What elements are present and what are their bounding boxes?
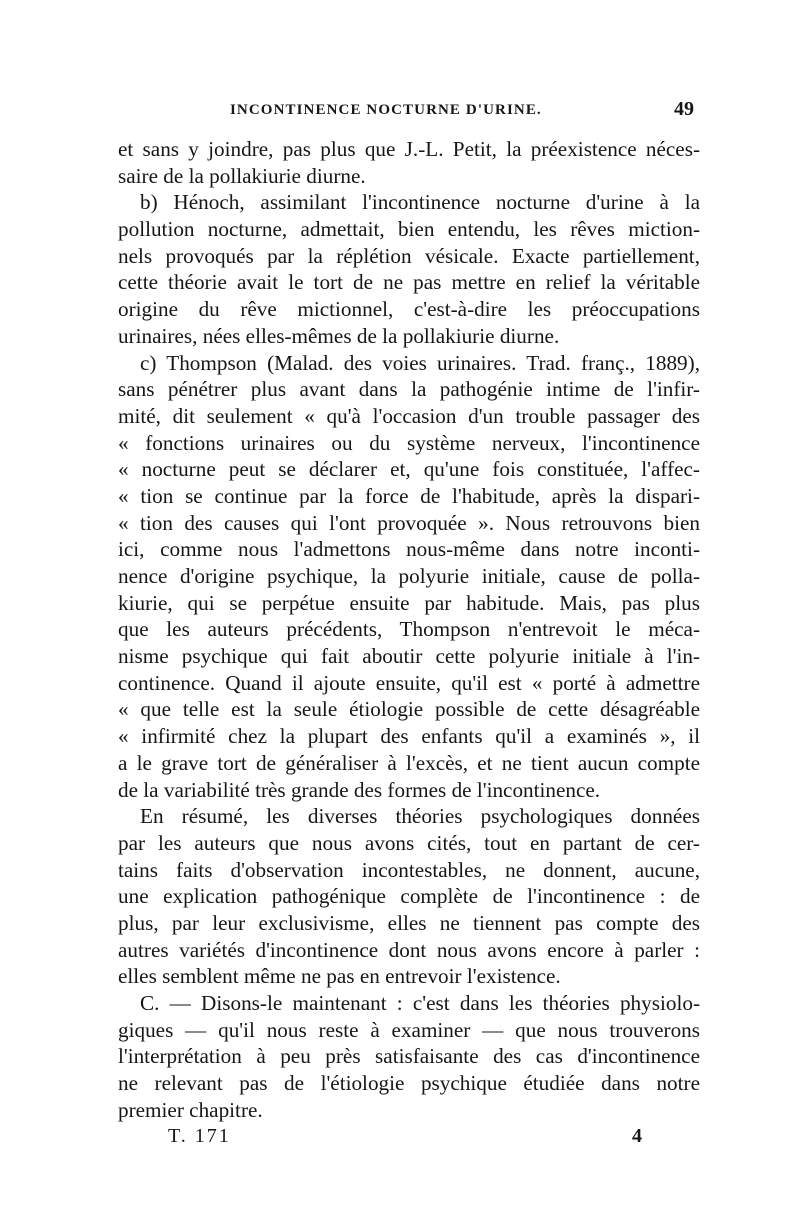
text-line: mité, dit seulement « qu'à l'occasion d'un trouble passager des	[118, 403, 700, 428]
text-line: « tion des causes qui l'ont provoquée ». Nous retrouvons bien	[118, 510, 700, 535]
text-line: pollution nocturne, admettait, bien entendu, les rêves miction-	[118, 217, 700, 242]
text-line: c) Thompson (Malad. des voies urinaires. Trad. franç., 1889),	[140, 350, 700, 375]
text-line: « nocturne peut se déclarer et, qu'une fois constituée, l'affec-	[118, 457, 700, 482]
text-line: de la variabilité très grande des formes de l'incontinence.	[118, 777, 601, 802]
text-line: saire de la pollakiurie diurne.	[118, 163, 366, 188]
printer-signature: T. 171	[168, 1125, 231, 1147]
page-header	[118, 96, 700, 136]
text-line: nisme psychique qui fait aboutir cette polyurie initiale à l'in-	[118, 644, 700, 669]
paragraph-physiological	[118, 990, 700, 1123]
running-title: INCONTINENCE NOCTURNE D'URINE.	[230, 102, 542, 118]
text-line: autres variétés d'incontinence dont nous avons encore à parler :	[118, 937, 700, 962]
book-page	[118, 96, 700, 1123]
text-line: l'interprétation à peu près satisfaisante des cas d'incontinence	[118, 1044, 700, 1069]
text-line: « que telle est la seule étiologie possible de cette désagréable	[118, 697, 700, 722]
text-line: kiurie, qui se perpétue ensuite par habitude. Mais, pas plus	[118, 590, 700, 615]
paragraph-thompson	[118, 350, 700, 804]
text-line: C. — Disons-le maintenant : c'est dans les théories physiolo-	[140, 991, 700, 1015]
text-line: que les auteurs précédents, Thompson n'entrevoit le méca-	[118, 617, 700, 642]
text-line: « fonctions urinaires ou du système nerveux, l'incontinence	[118, 430, 700, 455]
text-line: En résumé, les diverses théories psychologiques données	[140, 804, 700, 829]
paragraph-henoch	[118, 189, 700, 349]
text-line: ici, comme nous l'admettons nous-même dans notre inconti-	[118, 537, 700, 562]
paragraph-summary	[118, 803, 700, 990]
page-number: 49	[674, 98, 694, 120]
sheet-number: 4	[632, 1125, 642, 1147]
text-line: sans pénétrer plus avant dans la pathogénie intime de l'infir-	[118, 377, 700, 402]
text-line: tains faits d'observation incontestables, ne donnent, aucune,	[118, 857, 700, 882]
text-line: cette théorie avait le tort de ne pas mettre en relief la véritable	[118, 270, 700, 295]
paragraph-intro	[118, 136, 700, 189]
text-line: continence. Quand il ajoute ensuite, qu'il est « porté à admettre	[118, 670, 700, 695]
text-line: elles semblent même ne pas en entrevoir l'existence.	[118, 964, 561, 989]
text-line: plus, par leur exclusivisme, elles ne tiennent pas compte des	[118, 910, 700, 935]
text-line: une explication pathogénique complète de l'incontinence : de	[118, 884, 700, 909]
text-line: « tion se continue par la force de l'habitude, après la dispari-	[118, 483, 700, 508]
text-line: nels provoqués par la réplétion vésicale. Exacte partiellement,	[118, 243, 700, 268]
text-line: b) Hénoch, assimilant l'incontinence nocturne d'urine à la	[140, 190, 700, 215]
page-footer	[168, 1125, 648, 1155]
text-line: giques — qu'il nous reste à examiner — que nous trouverons	[118, 1017, 700, 1042]
text-line: par les auteurs que nous avons cités, tout en partant de cer-	[118, 830, 700, 855]
text-line: et sans y joindre, pas plus que J.-L. Petit, la préexistence néces-	[118, 137, 700, 161]
text-line: urinaires, nées elles-mêmes de la pollakiurie diurne.	[118, 323, 560, 348]
text-line: premier chapitre.	[118, 1097, 263, 1122]
text-line: a le grave tort de généraliser à l'excès, et ne tient aucun compte	[118, 750, 700, 775]
text-line: « infirmité chez la plupart des enfants qu'il a examinés », il	[118, 724, 700, 749]
text-line: nence d'origine psychique, la polyurie initiale, cause de polla-	[118, 564, 700, 588]
text-line: ne relevant pas de l'étiologie psychique étudiée dans notre	[118, 1071, 700, 1096]
text-line: origine du rêve mictionnel, c'est-à-dire les préoccupations	[118, 297, 700, 322]
